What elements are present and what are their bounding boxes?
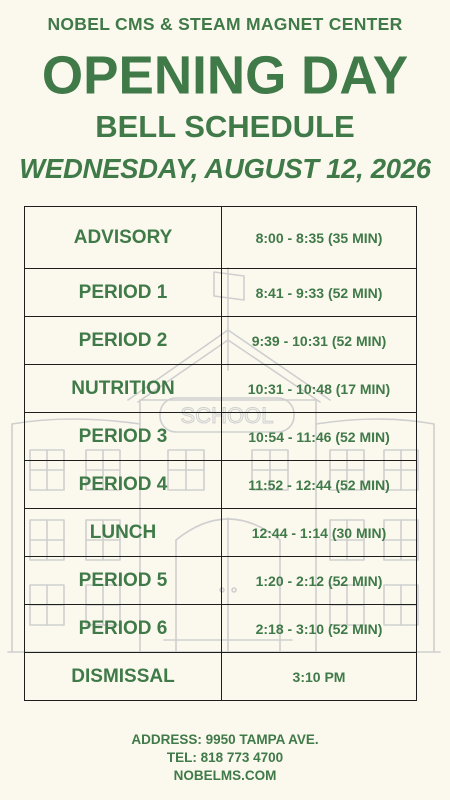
table-row <box>25 269 417 317</box>
period-time: 8:00 - 8:35 (35 MIN) <box>222 207 417 269</box>
period-name: PERIOD 3 <box>25 413 222 461</box>
period-time: 8:41 - 9:33 (52 MIN) <box>222 269 417 317</box>
period-time: 11:52 - 12:44 (52 MIN) <box>222 461 417 509</box>
table-row <box>25 509 417 557</box>
table-row <box>25 317 417 365</box>
table-row <box>25 461 417 509</box>
table-row <box>25 413 417 461</box>
school-name: NOBEL CMS & STEAM MAGNET CENTER <box>47 14 403 34</box>
table-row <box>25 653 417 701</box>
period-time: 3:10 PM <box>222 653 417 701</box>
period-name: PERIOD 6 <box>25 605 222 653</box>
table-row <box>25 557 417 605</box>
period-time: 10:31 - 10:48 (17 MIN) <box>222 365 417 413</box>
period-time: 9:39 - 10:31 (52 MIN) <box>222 317 417 365</box>
period-name: LUNCH <box>25 509 222 557</box>
period-time: 12:44 - 1:14 (30 MIN) <box>222 509 417 557</box>
table-row <box>25 365 417 413</box>
period-time: 2:18 - 3:10 (52 MIN) <box>222 605 417 653</box>
period-time: 1:20 - 2:12 (52 MIN) <box>222 557 417 605</box>
period-name: PERIOD 2 <box>25 317 222 365</box>
table-row <box>25 605 417 653</box>
table-row <box>25 207 417 269</box>
period-name: ADVISORY <box>25 207 222 269</box>
phone-text: TEL: 818 773 4700 <box>166 750 284 765</box>
schedule-date: WEDNESDAY, AUGUST 12, 2026 <box>19 153 431 184</box>
period-name: DISMISSAL <box>25 653 222 701</box>
page-subtitle: BELL SCHEDULE <box>95 109 355 144</box>
school-sign-text: SCHOOL <box>180 403 274 428</box>
bell-schedule-table <box>24 206 417 701</box>
period-name: PERIOD 5 <box>25 557 222 605</box>
page-title: OPENING DAY <box>41 45 409 106</box>
address-text: ADDRESS: 9950 TAMPA AVE. <box>131 732 319 747</box>
period-time: 10:54 - 11:46 (52 MIN) <box>222 413 417 461</box>
period-name: PERIOD 4 <box>25 461 222 509</box>
period-name: NUTRITION <box>25 365 222 413</box>
contact-footer <box>0 731 450 785</box>
website-link[interactable]: NOBELMS.COM <box>173 768 277 783</box>
period-name: PERIOD 1 <box>25 269 222 317</box>
